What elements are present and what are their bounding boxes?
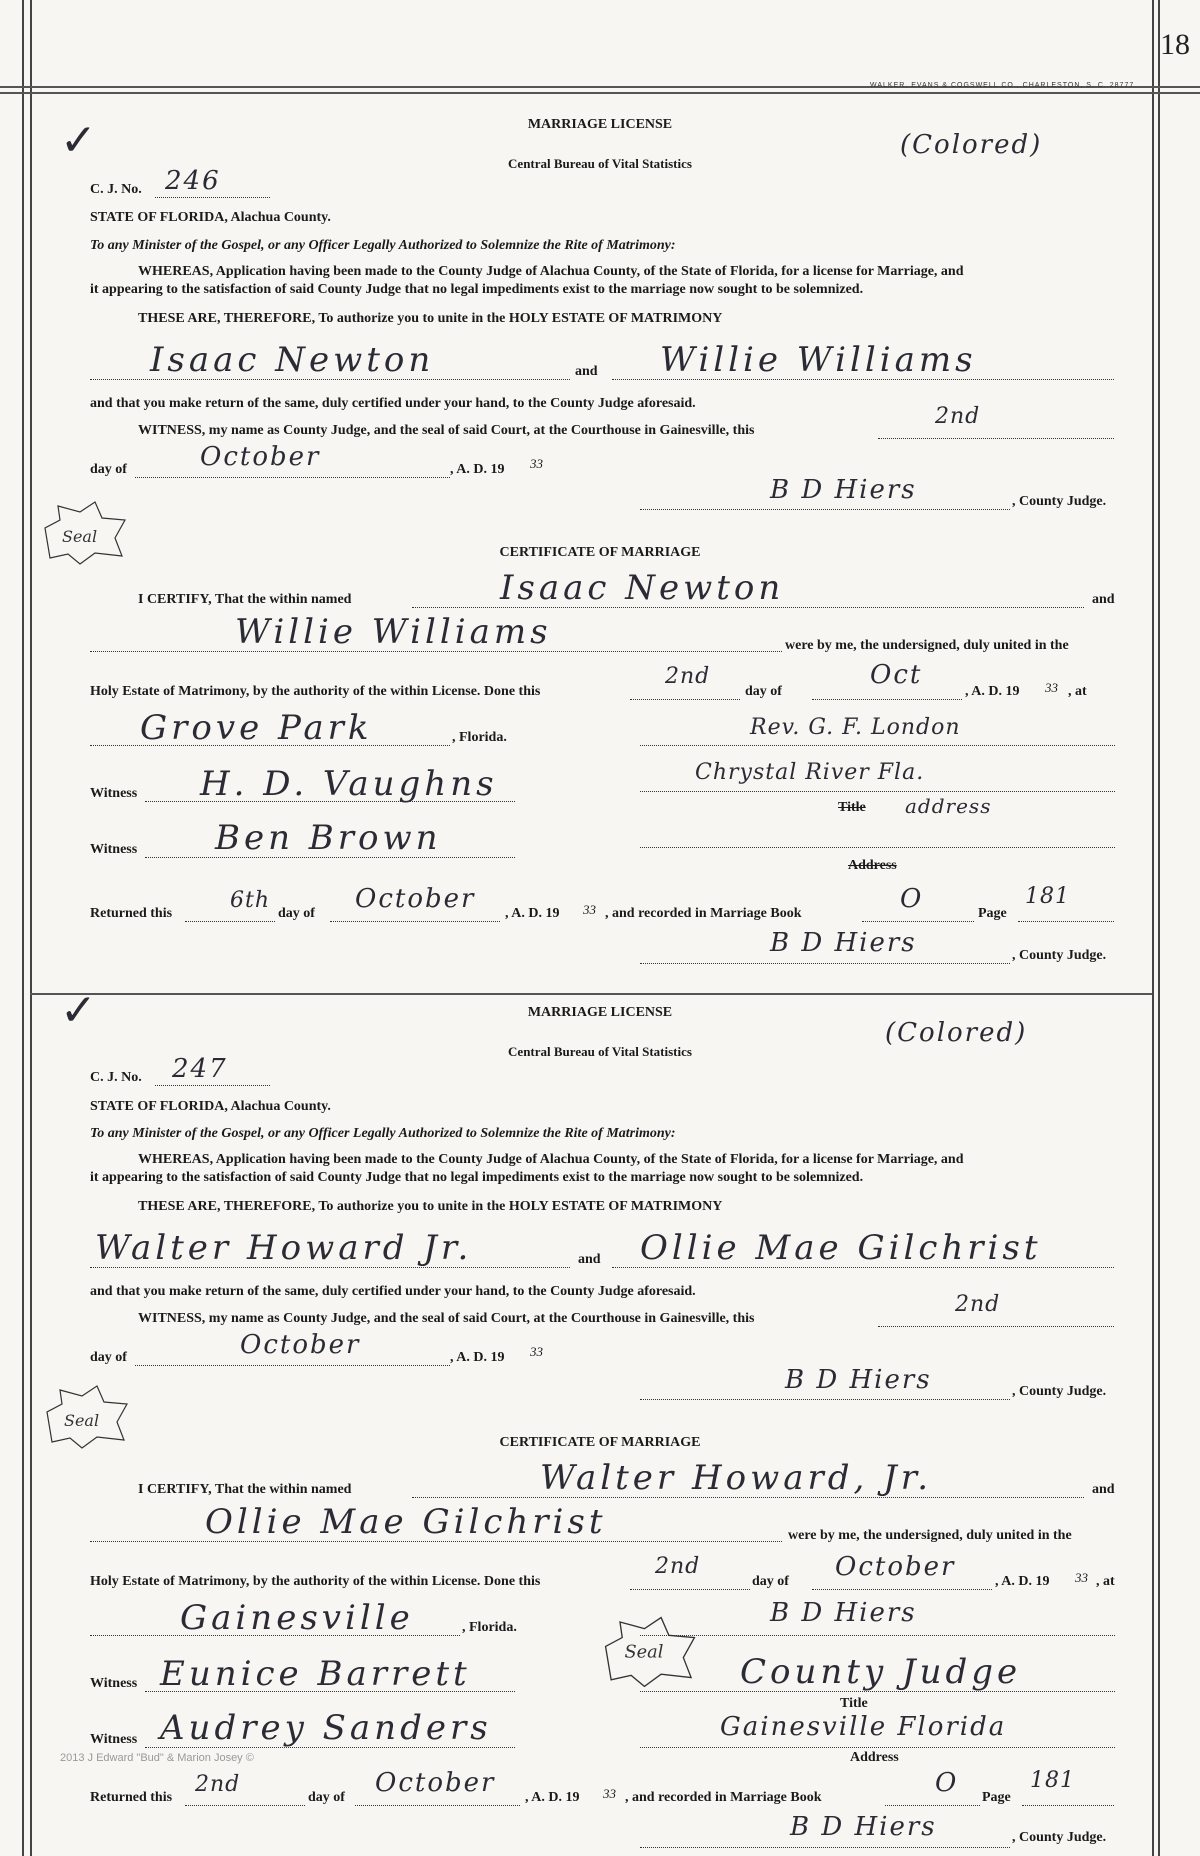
cert-day-line <box>630 698 740 700</box>
record-page-2: 181 <box>1030 1768 1075 1793</box>
left-border-inner <box>30 0 32 1856</box>
certificate-day: 2nd <box>665 664 711 689</box>
right-border <box>1152 0 1154 1856</box>
holy-estate-text-2: Holy Estate of Matrimony, by the authority of the within License. Done this <box>90 1574 541 1589</box>
certify-label-2: I CERTIFY, That the within named <box>138 1482 352 1497</box>
officiant-name: Rev. G. F. London <box>750 715 961 740</box>
cert-groom-line <box>412 606 1084 608</box>
returned-year-2: 33 <box>603 1786 616 1801</box>
month-line <box>135 476 450 478</box>
place-line <box>90 744 450 746</box>
page-label-2: Page <box>982 1790 1011 1805</box>
book-letter-2: O <box>935 1768 959 1798</box>
recorded-text: , and recorded in Marriage Book <box>605 906 802 921</box>
license-groom-name: Isaac Newton <box>150 340 435 380</box>
witness-text-2: WITNESS, my name as County Judge, and the seal of said Court, at the Courthouse in Gainesville, this <box>138 1311 755 1326</box>
united-text: were by me, the undersigned, duly united in the <box>785 638 1069 653</box>
returned-county-judge-2: , County Judge. <box>1012 1830 1107 1845</box>
witness3-line <box>145 1690 515 1692</box>
witness2-line <box>145 856 515 858</box>
returned-day-of-2: day of <box>308 1790 345 1805</box>
seal-icon-3 <box>600 1612 700 1692</box>
witness-1-name: H. D. Vaughns <box>200 764 498 804</box>
cj-number: 246 <box>165 166 221 196</box>
whereas-line1: WHEREAS, Application having been made to the County Judge of Alachua County, of the State of Florida, for a license for Marriage, and <box>138 264 964 279</box>
and-label-3: and <box>578 1252 601 1267</box>
license-title-2: MARRIAGE LICENSE <box>527 1005 673 1020</box>
cert-month-line-2 <box>812 1588 992 1590</box>
at-label: , at <box>1068 684 1087 699</box>
colored-note-2: (Colored) <box>885 1018 1028 1048</box>
license-bride-name-2: Ollie Mae Gilchrist <box>640 1228 1042 1268</box>
checkmark-icon: ✓ <box>60 115 97 166</box>
license-year-2: 33 <box>530 1344 543 1359</box>
license-groom-name-2: Walter Howard Jr. <box>95 1228 473 1268</box>
whereas-line2-2: it appearing to the satisfaction of said County Judge that no legal impediments exist to the marriage now sought to be solemnized. <box>90 1170 864 1185</box>
returned-month-line <box>330 920 500 922</box>
cert-bride-line <box>90 650 782 652</box>
groom-line <box>90 378 570 380</box>
license-month: October <box>200 442 321 472</box>
county-judge-label: , County Judge. <box>1012 494 1107 509</box>
day-line <box>878 437 1114 439</box>
cj-label: C. J. No. <box>90 182 142 197</box>
marriage-place: Grove Park <box>140 708 373 748</box>
day-of-label-2: day of <box>90 1350 127 1365</box>
certificate-bride-name-2: Ollie Mae Gilchrist <box>205 1502 607 1542</box>
certificate-title: CERTIFICATE OF MARRIAGE <box>499 545 701 560</box>
license-year: 33 <box>530 456 543 471</box>
book-line-2 <box>885 1804 980 1806</box>
title-label-2: Title <box>840 1696 868 1711</box>
cj-line-2 <box>155 1084 270 1086</box>
bureau-label-2: Central Bureau of Vital Statistics <box>508 1044 692 1059</box>
officiant-address: Chrystal River Fla. <box>695 760 925 785</box>
florida-label: , Florida. <box>452 730 507 745</box>
ad-label-2: , A. D. 19 <box>450 1350 505 1365</box>
officiant-address-line <box>640 790 1115 792</box>
day-of-label: day of <box>90 462 127 477</box>
groom-line-2 <box>90 1266 570 1268</box>
bureau-label: Central Bureau of Vital Statistics <box>508 156 692 171</box>
officiant-address-line-2 <box>640 1746 1115 1748</box>
returned-judge-signature: B D Hiers <box>770 928 917 958</box>
checkmark-icon-2: ✓ <box>60 985 97 1036</box>
witness4-line <box>145 1746 515 1748</box>
witness-text: WITNESS, my name as County Judge, and the seal of said Court, at the Courthouse in Gainesville, this <box>138 423 755 438</box>
bride-line <box>612 378 1114 380</box>
bride-line-2 <box>612 1266 1114 1268</box>
watermark: 2013 J Edward "Bud" & Marion Josey © <box>60 1752 254 1764</box>
license-day-2: 2nd <box>955 1292 1001 1317</box>
at-label-2: , at <box>1096 1574 1115 1589</box>
and-label: and <box>575 364 598 379</box>
officiant-title-2: County Judge <box>740 1652 1022 1692</box>
book-letter: O <box>900 884 924 914</box>
license-title: MARRIAGE LICENSE <box>527 117 673 132</box>
marriage-place-2: Gainesville <box>180 1598 414 1638</box>
cert-ad-label-2: , A. D. 19 <box>995 1574 1050 1589</box>
month-line-2 <box>135 1364 450 1366</box>
page-line-2 <box>1022 1804 1114 1806</box>
united-text-2: were by me, the undersigned, duly united in the <box>788 1528 1072 1543</box>
returned-label: Returned this <box>90 906 173 921</box>
returned-month-2: October <box>375 1768 496 1798</box>
ad-label: , A. D. 19 <box>450 462 505 477</box>
returned-day-2: 2nd <box>195 1772 241 1797</box>
these-are-line-2: THESE ARE, THEREFORE, To authorize you to unite in the HOLY ESTATE OF MATRIMONY <box>138 1199 723 1214</box>
witness1-line <box>145 800 515 802</box>
left-border <box>22 0 24 1856</box>
printer-line: WALKER, EVANS & COGSWELL CO., CHARLESTON, S. C. 28777 <box>870 82 1135 89</box>
cert-month-line <box>812 698 962 700</box>
license-day: 2nd <box>935 404 981 429</box>
judge-signature-2: B D Hiers <box>785 1365 932 1395</box>
day-line-2 <box>878 1325 1114 1327</box>
officiant-line <box>640 744 1115 746</box>
witness-2-name: Ben Brown <box>215 818 442 858</box>
seal-text: Seal <box>62 527 98 546</box>
seal-text-3: Seal <box>624 1642 664 1663</box>
page-number: 18 <box>1160 28 1190 61</box>
address-label-2: Address <box>850 1750 899 1765</box>
book-line <box>862 920 974 922</box>
cert-ad-label: , A. D. 19 <box>965 684 1020 699</box>
cert-day-of-label: day of <box>745 684 782 699</box>
top-rule-inner <box>0 92 1200 94</box>
colored-note: (Colored) <box>900 130 1043 160</box>
whereas-line1-2: WHEREAS, Application having been made to the County Judge of Alachua County, of the State of Florida, for a license for Marriage, and <box>138 1152 964 1167</box>
returned-day-line <box>185 920 275 922</box>
florida-label-2: , Florida. <box>462 1620 517 1635</box>
record-page: 181 <box>1025 884 1070 909</box>
officiant-address-2: Gainesville Florida <box>720 1712 1007 1742</box>
title-label: Title <box>838 800 866 815</box>
returned-judge-signature-2: B D Hiers <box>790 1812 937 1842</box>
returned-year: 33 <box>583 902 596 917</box>
certificate-groom-name: Isaac Newton <box>500 568 785 608</box>
returned-month: October <box>355 884 476 914</box>
these-are-line: THESE ARE, THEREFORE, To authorize you to unite in the HOLY ESTATE OF MATRIMONY <box>138 311 723 326</box>
license-bride-name: Willie Williams <box>660 340 977 380</box>
certificate-month-2: October <box>835 1552 956 1582</box>
right-border-inner <box>1158 0 1160 1856</box>
returned-month-line-2 <box>355 1804 520 1806</box>
holy-estate-text: Holy Estate of Matrimony, by the authority of the within License. Done this <box>90 684 541 699</box>
to-any-minister: To any Minister of the Gospel, or any Officer Legally Authorized to Solemnize the Rite of Matrimony: <box>90 238 676 253</box>
officiant-line-2 <box>640 1634 1115 1636</box>
returned-day: 6th <box>230 888 271 913</box>
state-line: STATE OF FLORIDA, Alachua County. <box>90 210 331 225</box>
cj-number-2: 247 <box>172 1054 228 1084</box>
certificate-bride-name: Willie Williams <box>235 612 552 652</box>
officiant-title-line <box>640 1690 1115 1692</box>
returned-day-of: day of <box>278 906 315 921</box>
judge-line <box>640 508 1010 510</box>
and-label-2: and <box>1092 592 1115 607</box>
returned-ad-2: , A. D. 19 <box>525 1790 580 1805</box>
certificate-title-2: CERTIFICATE OF MARRIAGE <box>499 1435 701 1450</box>
place-line-2 <box>90 1634 460 1636</box>
county-judge-label-2: , County Judge. <box>1012 1384 1107 1399</box>
returned-day-line-2 <box>185 1804 305 1806</box>
return-text: and that you make return of the same, duly certified under your hand, to the County Judge aforesaid. <box>90 396 696 411</box>
witness-label-2: Witness <box>90 842 138 857</box>
to-any-minister-2: To any Minister of the Gospel, or any Officer Legally Authorized to Solemnize the Rite of Matrimony: <box>90 1126 676 1141</box>
certificate-day-2: 2nd <box>655 1554 701 1579</box>
section-divider <box>30 993 1152 995</box>
recorded-text-2: , and recorded in Marriage Book <box>625 1790 822 1805</box>
witness-label-1: Witness <box>90 786 138 801</box>
cj-line <box>155 196 270 198</box>
returned-county-judge: , County Judge. <box>1012 948 1107 963</box>
witness-label-3: Witness <box>90 1676 138 1691</box>
state-line-2: STATE OF FLORIDA, Alachua County. <box>90 1099 331 1114</box>
certificate-groom-name-2: Walter Howard, Jr. <box>540 1458 933 1498</box>
returned-judge-line <box>640 962 1010 964</box>
address-word: address <box>905 794 992 818</box>
page-label: Page <box>978 906 1007 921</box>
officiant-name-2: B D Hiers <box>770 1598 917 1628</box>
certificate-year: 33 <box>1045 680 1058 695</box>
license-month-2: October <box>240 1330 361 1360</box>
address-line <box>640 846 1115 848</box>
cert-day-of-label-2: day of <box>752 1574 789 1589</box>
page-line <box>1018 920 1114 922</box>
judge-signature: B D Hiers <box>770 475 917 505</box>
witness-label-4: Witness <box>90 1732 138 1747</box>
cert-groom-line-2 <box>412 1496 1084 1498</box>
returned-judge-line-2 <box>640 1846 1010 1848</box>
seal-text-2: Seal <box>64 1411 100 1430</box>
certificate-year-2: 33 <box>1075 1570 1088 1585</box>
certify-label: I CERTIFY, That the within named <box>138 592 352 607</box>
cj-label-2: C. J. No. <box>90 1070 142 1085</box>
returned-label-2: Returned this <box>90 1790 173 1805</box>
certificate-month: Oct <box>870 660 923 690</box>
cert-day-line-2 <box>630 1588 750 1590</box>
returned-ad: , A. D. 19 <box>505 906 560 921</box>
whereas-line2: it appearing to the satisfaction of said County Judge that no legal impediments exist to the marriage now sought to be solemnized. <box>90 282 864 297</box>
address-label: Address <box>848 858 897 873</box>
and-label-4: and <box>1092 1482 1115 1497</box>
witness-3-name: Eunice Barrett <box>160 1654 471 1694</box>
witness-4-name: Audrey Sanders <box>160 1708 492 1748</box>
return-text-2: and that you make return of the same, duly certified under your hand, to the County Judge aforesaid. <box>90 1284 696 1299</box>
cert-bride-line-2 <box>90 1540 782 1542</box>
judge-line-2 <box>640 1398 1010 1400</box>
